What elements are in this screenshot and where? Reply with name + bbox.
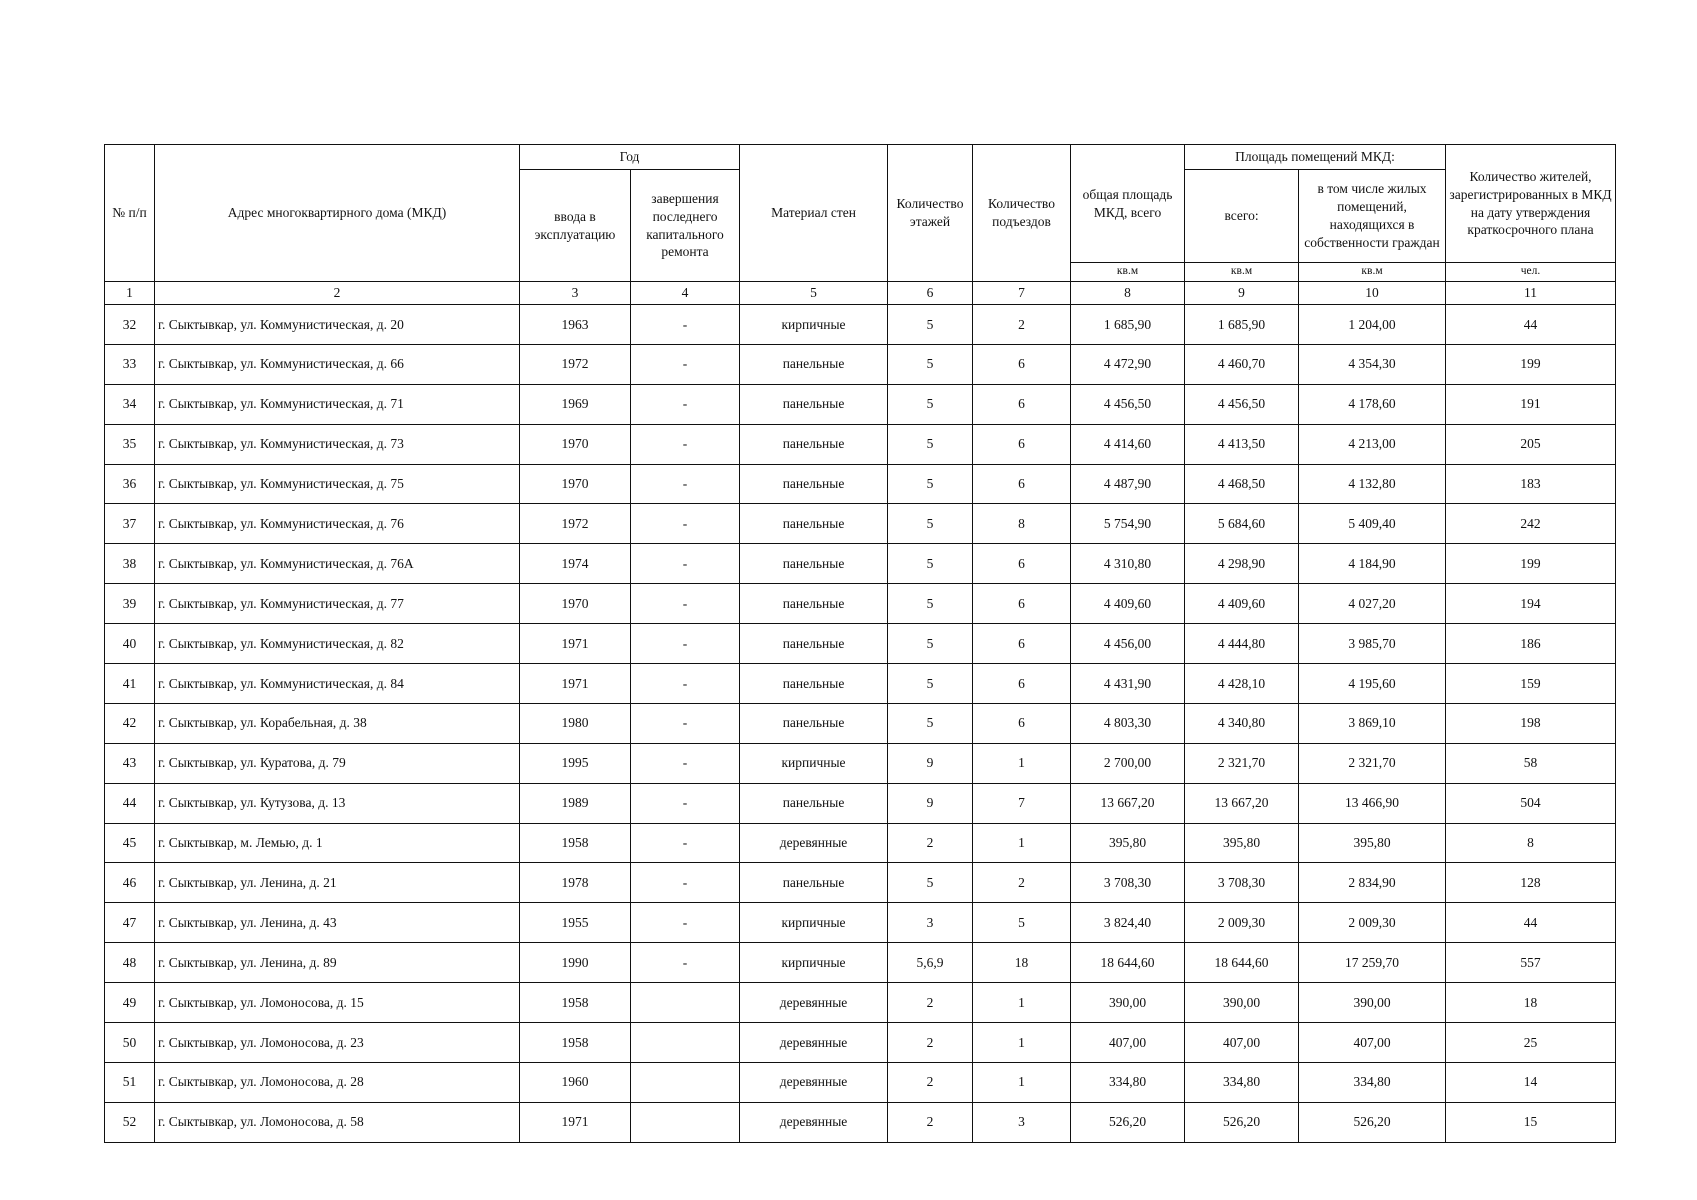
row-total-area: 407,00 bbox=[1071, 1023, 1185, 1063]
row-address: г. Сыктывкар, ул. Ленина, д. 43 bbox=[155, 903, 520, 943]
row-year-commission: 1970 bbox=[520, 424, 631, 464]
row-year-commission: 1969 bbox=[520, 384, 631, 424]
row-floors: 5 bbox=[888, 624, 973, 664]
row-area-all: 390,00 bbox=[1185, 983, 1299, 1023]
row-total-area: 4 456,50 bbox=[1071, 384, 1185, 424]
table-row bbox=[105, 344, 1616, 384]
row-area-all: 407,00 bbox=[1185, 1023, 1299, 1063]
row-num: 42 bbox=[105, 703, 155, 743]
row-area-private: 5 409,40 bbox=[1299, 504, 1446, 544]
column-number: 9 bbox=[1185, 282, 1299, 305]
table-row bbox=[105, 1102, 1616, 1142]
table-row bbox=[105, 983, 1616, 1023]
column-number: 8 bbox=[1071, 282, 1185, 305]
unit-area-private: кв.м bbox=[1299, 263, 1446, 282]
row-total-area: 18 644,60 bbox=[1071, 943, 1185, 983]
row-entrances: 1 bbox=[973, 1023, 1071, 1063]
row-area-private: 390,00 bbox=[1299, 983, 1446, 1023]
header-address: Адрес многоквартирного дома (МКД) bbox=[155, 145, 520, 282]
table-row bbox=[105, 1062, 1616, 1102]
row-area-private: 1 204,00 bbox=[1299, 305, 1446, 345]
row-total-area: 4 414,60 bbox=[1071, 424, 1185, 464]
row-area-private: 4 027,20 bbox=[1299, 584, 1446, 624]
row-address: г. Сыктывкар, ул. Кутузова, д. 13 bbox=[155, 783, 520, 823]
row-address: г. Сыктывкар, ул. Ломоносова, д. 15 bbox=[155, 983, 520, 1023]
row-wall-material: панельные bbox=[740, 703, 888, 743]
unit-area-all: кв.м bbox=[1185, 263, 1299, 282]
header-residents: Количество жителей, зарегистрированных в МКД на дату утверждения краткосрочного плана bbox=[1446, 145, 1616, 263]
row-floors: 5 bbox=[888, 464, 973, 504]
row-year-repair: - bbox=[631, 544, 740, 584]
row-num: 40 bbox=[105, 624, 155, 664]
row-entrances: 7 bbox=[973, 783, 1071, 823]
row-num: 43 bbox=[105, 743, 155, 783]
row-residents: 18 bbox=[1446, 983, 1616, 1023]
row-residents: 159 bbox=[1446, 664, 1616, 704]
row-total-area: 3 824,40 bbox=[1071, 903, 1185, 943]
row-floors: 2 bbox=[888, 823, 973, 863]
table-row bbox=[105, 664, 1616, 704]
row-area-all: 4 468,50 bbox=[1185, 464, 1299, 504]
column-number: 4 bbox=[631, 282, 740, 305]
row-entrances: 2 bbox=[973, 863, 1071, 903]
row-residents: 557 bbox=[1446, 943, 1616, 983]
row-year-repair: - bbox=[631, 703, 740, 743]
row-area-all: 13 667,20 bbox=[1185, 783, 1299, 823]
row-area-all: 526,20 bbox=[1185, 1102, 1299, 1142]
row-entrances: 1 bbox=[973, 1062, 1071, 1102]
row-year-commission: 1989 bbox=[520, 783, 631, 823]
header-year-repair: завершения последнего капитального ремонта bbox=[631, 170, 740, 282]
row-entrances: 2 bbox=[973, 305, 1071, 345]
row-residents: 183 bbox=[1446, 464, 1616, 504]
row-year-repair: - bbox=[631, 624, 740, 664]
row-num: 35 bbox=[105, 424, 155, 464]
row-residents: 15 bbox=[1446, 1102, 1616, 1142]
row-address: г. Сыктывкар, ул. Ленина, д. 89 bbox=[155, 943, 520, 983]
row-total-area: 13 667,20 bbox=[1071, 783, 1185, 823]
row-wall-material: панельные bbox=[740, 464, 888, 504]
row-floors: 2 bbox=[888, 983, 973, 1023]
row-year-repair: - bbox=[631, 903, 740, 943]
row-floors: 2 bbox=[888, 1023, 973, 1063]
row-area-all: 395,80 bbox=[1185, 823, 1299, 863]
row-num: 46 bbox=[105, 863, 155, 903]
row-total-area: 334,80 bbox=[1071, 1062, 1185, 1102]
column-number: 3 bbox=[520, 282, 631, 305]
row-residents: 198 bbox=[1446, 703, 1616, 743]
row-year-repair bbox=[631, 1023, 740, 1063]
row-address: г. Сыктывкар, ул. Коммунистическая, д. 75 bbox=[155, 464, 520, 504]
row-area-private: 4 354,30 bbox=[1299, 344, 1446, 384]
row-year-commission: 1960 bbox=[520, 1062, 631, 1102]
row-year-repair: - bbox=[631, 344, 740, 384]
row-year-repair: - bbox=[631, 863, 740, 903]
housing-register-table bbox=[104, 144, 1616, 1143]
row-floors: 5 bbox=[888, 863, 973, 903]
row-area-private: 17 259,70 bbox=[1299, 943, 1446, 983]
column-number: 1 bbox=[105, 282, 155, 305]
row-address: г. Сыктывкар, ул. Ленина, д. 21 bbox=[155, 863, 520, 903]
header-num: № п/п bbox=[105, 145, 155, 282]
row-entrances: 6 bbox=[973, 384, 1071, 424]
row-residents: 242 bbox=[1446, 504, 1616, 544]
row-address: г. Сыктывкар, ул. Корабельная, д. 38 bbox=[155, 703, 520, 743]
row-year-repair bbox=[631, 1062, 740, 1102]
row-address: г. Сыктывкар, ул. Ломоносова, д. 28 bbox=[155, 1062, 520, 1102]
header-area-group: Площадь помещений МКД: bbox=[1185, 145, 1446, 170]
row-area-all: 4 444,80 bbox=[1185, 624, 1299, 664]
row-address: г. Сыктывкар, ул. Ломоносова, д. 58 bbox=[155, 1102, 520, 1142]
row-year-repair: - bbox=[631, 743, 740, 783]
row-area-private: 3 985,70 bbox=[1299, 624, 1446, 664]
row-residents: 8 bbox=[1446, 823, 1616, 863]
row-wall-material: кирпичные bbox=[740, 903, 888, 943]
row-floors: 5 bbox=[888, 384, 973, 424]
row-residents: 58 bbox=[1446, 743, 1616, 783]
table-row bbox=[105, 943, 1616, 983]
row-floors: 5 bbox=[888, 584, 973, 624]
row-total-area: 2 700,00 bbox=[1071, 743, 1185, 783]
row-address: г. Сыктывкар, ул. Коммунистическая, д. 82 bbox=[155, 624, 520, 664]
row-wall-material: панельные bbox=[740, 384, 888, 424]
row-year-repair: - bbox=[631, 783, 740, 823]
table-row bbox=[105, 624, 1616, 664]
table-row bbox=[105, 584, 1616, 624]
row-year-repair bbox=[631, 983, 740, 1023]
row-total-area: 4 310,80 bbox=[1071, 544, 1185, 584]
row-area-private: 395,80 bbox=[1299, 823, 1446, 863]
table-row bbox=[105, 504, 1616, 544]
row-floors: 5 bbox=[888, 344, 973, 384]
row-year-repair: - bbox=[631, 504, 740, 544]
row-area-private: 4 132,80 bbox=[1299, 464, 1446, 504]
row-area-private: 2 321,70 bbox=[1299, 743, 1446, 783]
row-num: 44 bbox=[105, 783, 155, 823]
row-wall-material: панельные bbox=[740, 584, 888, 624]
row-wall-material: кирпичные bbox=[740, 743, 888, 783]
column-number: 10 bbox=[1299, 282, 1446, 305]
row-year-commission: 1958 bbox=[520, 823, 631, 863]
row-residents: 128 bbox=[1446, 863, 1616, 903]
row-area-private: 2 009,30 bbox=[1299, 903, 1446, 943]
row-area-private: 4 184,90 bbox=[1299, 544, 1446, 584]
row-residents: 199 bbox=[1446, 344, 1616, 384]
row-area-all: 18 644,60 bbox=[1185, 943, 1299, 983]
row-floors: 5,6,9 bbox=[888, 943, 973, 983]
row-residents: 14 bbox=[1446, 1062, 1616, 1102]
column-number: 5 bbox=[740, 282, 888, 305]
row-address: г. Сыктывкар, ул. Коммунистическая, д. 66 bbox=[155, 344, 520, 384]
header-area-private: в том числе жилых помещений, находящихся в собственности граждан bbox=[1299, 170, 1446, 263]
row-num: 39 bbox=[105, 584, 155, 624]
table-row bbox=[105, 1023, 1616, 1063]
row-year-repair: - bbox=[631, 464, 740, 504]
row-entrances: 8 bbox=[973, 504, 1071, 544]
row-wall-material: кирпичные bbox=[740, 305, 888, 345]
row-num: 38 bbox=[105, 544, 155, 584]
row-wall-material: деревянные bbox=[740, 823, 888, 863]
row-entrances: 6 bbox=[973, 544, 1071, 584]
row-entrances: 6 bbox=[973, 584, 1071, 624]
row-area-all: 2 321,70 bbox=[1185, 743, 1299, 783]
row-num: 50 bbox=[105, 1023, 155, 1063]
row-address: г. Сыктывкар, ул. Коммунистическая, д. 71 bbox=[155, 384, 520, 424]
row-wall-material: панельные bbox=[740, 664, 888, 704]
row-area-all: 1 685,90 bbox=[1185, 305, 1299, 345]
row-year-commission: 1972 bbox=[520, 504, 631, 544]
row-year-commission: 1995 bbox=[520, 743, 631, 783]
row-entrances: 6 bbox=[973, 664, 1071, 704]
row-area-all: 334,80 bbox=[1185, 1062, 1299, 1102]
row-floors: 9 bbox=[888, 783, 973, 823]
row-total-area: 4 803,30 bbox=[1071, 703, 1185, 743]
row-num: 48 bbox=[105, 943, 155, 983]
row-entrances: 6 bbox=[973, 424, 1071, 464]
row-residents: 25 bbox=[1446, 1023, 1616, 1063]
row-num: 49 bbox=[105, 983, 155, 1023]
row-wall-material: деревянные bbox=[740, 1062, 888, 1102]
row-year-repair: - bbox=[631, 384, 740, 424]
row-entrances: 6 bbox=[973, 344, 1071, 384]
row-total-area: 395,80 bbox=[1071, 823, 1185, 863]
row-wall-material: панельные bbox=[740, 344, 888, 384]
row-residents: 504 bbox=[1446, 783, 1616, 823]
row-total-area: 4 431,90 bbox=[1071, 664, 1185, 704]
row-total-area: 390,00 bbox=[1071, 983, 1185, 1023]
table-row bbox=[105, 464, 1616, 504]
row-residents: 199 bbox=[1446, 544, 1616, 584]
row-area-private: 334,80 bbox=[1299, 1062, 1446, 1102]
row-year-commission: 1974 bbox=[520, 544, 631, 584]
row-wall-material: панельные bbox=[740, 504, 888, 544]
row-residents: 186 bbox=[1446, 624, 1616, 664]
row-year-commission: 1955 bbox=[520, 903, 631, 943]
row-floors: 5 bbox=[888, 703, 973, 743]
row-entrances: 5 bbox=[973, 903, 1071, 943]
header-area-all: всего: bbox=[1185, 170, 1299, 263]
table-row bbox=[105, 863, 1616, 903]
header-floors: Количество этажей bbox=[888, 145, 973, 282]
row-wall-material: панельные bbox=[740, 783, 888, 823]
row-entrances: 3 bbox=[973, 1102, 1071, 1142]
row-wall-material: кирпичные bbox=[740, 943, 888, 983]
row-floors: 5 bbox=[888, 424, 973, 464]
row-total-area: 4 456,00 bbox=[1071, 624, 1185, 664]
row-total-area: 4 472,90 bbox=[1071, 344, 1185, 384]
row-entrances: 6 bbox=[973, 703, 1071, 743]
column-number-row bbox=[105, 282, 1616, 305]
row-year-repair: - bbox=[631, 823, 740, 863]
row-year-repair: - bbox=[631, 584, 740, 624]
row-wall-material: деревянные bbox=[740, 1023, 888, 1063]
row-residents: 191 bbox=[1446, 384, 1616, 424]
row-year-repair bbox=[631, 1102, 740, 1142]
row-residents: 44 bbox=[1446, 903, 1616, 943]
row-entrances: 1 bbox=[973, 823, 1071, 863]
row-area-all: 4 413,50 bbox=[1185, 424, 1299, 464]
row-year-repair: - bbox=[631, 943, 740, 983]
table-row bbox=[105, 903, 1616, 943]
row-floors: 9 bbox=[888, 743, 973, 783]
row-floors: 5 bbox=[888, 664, 973, 704]
row-num: 37 bbox=[105, 504, 155, 544]
row-num: 45 bbox=[105, 823, 155, 863]
row-area-all: 4 428,10 bbox=[1185, 664, 1299, 704]
row-address: г. Сыктывкар, ул. Коммунистическая, д. 20 bbox=[155, 305, 520, 345]
row-num: 52 bbox=[105, 1102, 155, 1142]
header-year-commission: ввода в эксплуатацию bbox=[520, 170, 631, 282]
table-row bbox=[105, 424, 1616, 464]
row-year-commission: 1958 bbox=[520, 983, 631, 1023]
row-address: г. Сыктывкар, м. Лемью, д. 1 bbox=[155, 823, 520, 863]
row-wall-material: деревянные bbox=[740, 1102, 888, 1142]
row-total-area: 3 708,30 bbox=[1071, 863, 1185, 903]
row-num: 32 bbox=[105, 305, 155, 345]
column-number: 2 bbox=[155, 282, 520, 305]
row-area-all: 2 009,30 bbox=[1185, 903, 1299, 943]
header-year-group: Год bbox=[520, 145, 740, 170]
row-year-commission: 1990 bbox=[520, 943, 631, 983]
row-year-commission: 1963 bbox=[520, 305, 631, 345]
row-wall-material: деревянные bbox=[740, 983, 888, 1023]
row-residents: 194 bbox=[1446, 584, 1616, 624]
row-entrances: 1 bbox=[973, 743, 1071, 783]
row-floors: 5 bbox=[888, 544, 973, 584]
row-wall-material: панельные bbox=[740, 544, 888, 584]
column-number: 11 bbox=[1446, 282, 1616, 305]
row-residents: 44 bbox=[1446, 305, 1616, 345]
row-address: г. Сыктывкар, ул. Ломоносова, д. 23 bbox=[155, 1023, 520, 1063]
row-wall-material: панельные bbox=[740, 424, 888, 464]
row-entrances: 1 bbox=[973, 983, 1071, 1023]
table-row bbox=[105, 783, 1616, 823]
row-total-area: 5 754,90 bbox=[1071, 504, 1185, 544]
header-entrances: Количество подъездов bbox=[973, 145, 1071, 282]
row-area-all: 4 340,80 bbox=[1185, 703, 1299, 743]
row-residents: 205 bbox=[1446, 424, 1616, 464]
row-year-commission: 1972 bbox=[520, 344, 631, 384]
row-entrances: 18 bbox=[973, 943, 1071, 983]
header-total-area: общая площадь МКД, всего bbox=[1071, 145, 1185, 263]
row-wall-material: панельные bbox=[740, 863, 888, 903]
row-area-private: 407,00 bbox=[1299, 1023, 1446, 1063]
row-area-private: 2 834,90 bbox=[1299, 863, 1446, 903]
row-num: 34 bbox=[105, 384, 155, 424]
table-row bbox=[105, 305, 1616, 345]
row-num: 47 bbox=[105, 903, 155, 943]
table-row bbox=[105, 544, 1616, 584]
row-floors: 2 bbox=[888, 1062, 973, 1102]
row-floors: 2 bbox=[888, 1102, 973, 1142]
row-total-area: 4 409,60 bbox=[1071, 584, 1185, 624]
row-address: г. Сыктывкар, ул. Коммунистическая, д. 84 bbox=[155, 664, 520, 704]
row-floors: 5 bbox=[888, 504, 973, 544]
row-area-private: 526,20 bbox=[1299, 1102, 1446, 1142]
row-year-commission: 1971 bbox=[520, 664, 631, 704]
row-area-all: 5 684,60 bbox=[1185, 504, 1299, 544]
table-row bbox=[105, 384, 1616, 424]
row-floors: 3 bbox=[888, 903, 973, 943]
row-address: г. Сыктывкар, ул. Коммунистическая, д. 77 bbox=[155, 584, 520, 624]
row-total-area: 4 487,90 bbox=[1071, 464, 1185, 504]
row-area-private: 4 178,60 bbox=[1299, 384, 1446, 424]
row-area-all: 4 460,70 bbox=[1185, 344, 1299, 384]
header-wall-material: Материал стен bbox=[740, 145, 888, 282]
table-row bbox=[105, 743, 1616, 783]
row-num: 36 bbox=[105, 464, 155, 504]
row-area-private: 13 466,90 bbox=[1299, 783, 1446, 823]
row-year-commission: 1980 bbox=[520, 703, 631, 743]
row-address: г. Сыктывкар, ул. Коммунистическая, д. 76А bbox=[155, 544, 520, 584]
row-floors: 5 bbox=[888, 305, 973, 345]
row-address: г. Сыктывкар, ул. Коммунистическая, д. 76 bbox=[155, 504, 520, 544]
row-total-area: 526,20 bbox=[1071, 1102, 1185, 1142]
row-num: 41 bbox=[105, 664, 155, 704]
row-wall-material: панельные bbox=[740, 624, 888, 664]
unit-residents: чел. bbox=[1446, 263, 1616, 282]
row-area-all: 3 708,30 bbox=[1185, 863, 1299, 903]
column-number: 7 bbox=[973, 282, 1071, 305]
row-year-repair: - bbox=[631, 424, 740, 464]
row-area-all: 4 456,50 bbox=[1185, 384, 1299, 424]
row-area-all: 4 298,90 bbox=[1185, 544, 1299, 584]
row-total-area: 1 685,90 bbox=[1071, 305, 1185, 345]
row-num: 51 bbox=[105, 1062, 155, 1102]
row-year-commission: 1978 bbox=[520, 863, 631, 903]
row-year-commission: 1970 bbox=[520, 464, 631, 504]
row-area-private: 4 195,60 bbox=[1299, 664, 1446, 704]
row-year-repair: - bbox=[631, 664, 740, 704]
row-area-all: 4 409,60 bbox=[1185, 584, 1299, 624]
unit-total-area: кв.м bbox=[1071, 263, 1185, 282]
row-entrances: 6 bbox=[973, 464, 1071, 504]
row-address: г. Сыктывкар, ул. Куратова, д. 79 bbox=[155, 743, 520, 783]
row-area-private: 4 213,00 bbox=[1299, 424, 1446, 464]
row-year-commission: 1971 bbox=[520, 624, 631, 664]
row-address: г. Сыктывкар, ул. Коммунистическая, д. 73 bbox=[155, 424, 520, 464]
row-year-commission: 1958 bbox=[520, 1023, 631, 1063]
row-year-repair: - bbox=[631, 305, 740, 345]
row-year-commission: 1970 bbox=[520, 584, 631, 624]
row-area-private: 3 869,10 bbox=[1299, 703, 1446, 743]
table-row bbox=[105, 823, 1616, 863]
column-number: 6 bbox=[888, 282, 973, 305]
row-year-commission: 1971 bbox=[520, 1102, 631, 1142]
row-entrances: 6 bbox=[973, 624, 1071, 664]
table-row bbox=[105, 703, 1616, 743]
row-num: 33 bbox=[105, 344, 155, 384]
